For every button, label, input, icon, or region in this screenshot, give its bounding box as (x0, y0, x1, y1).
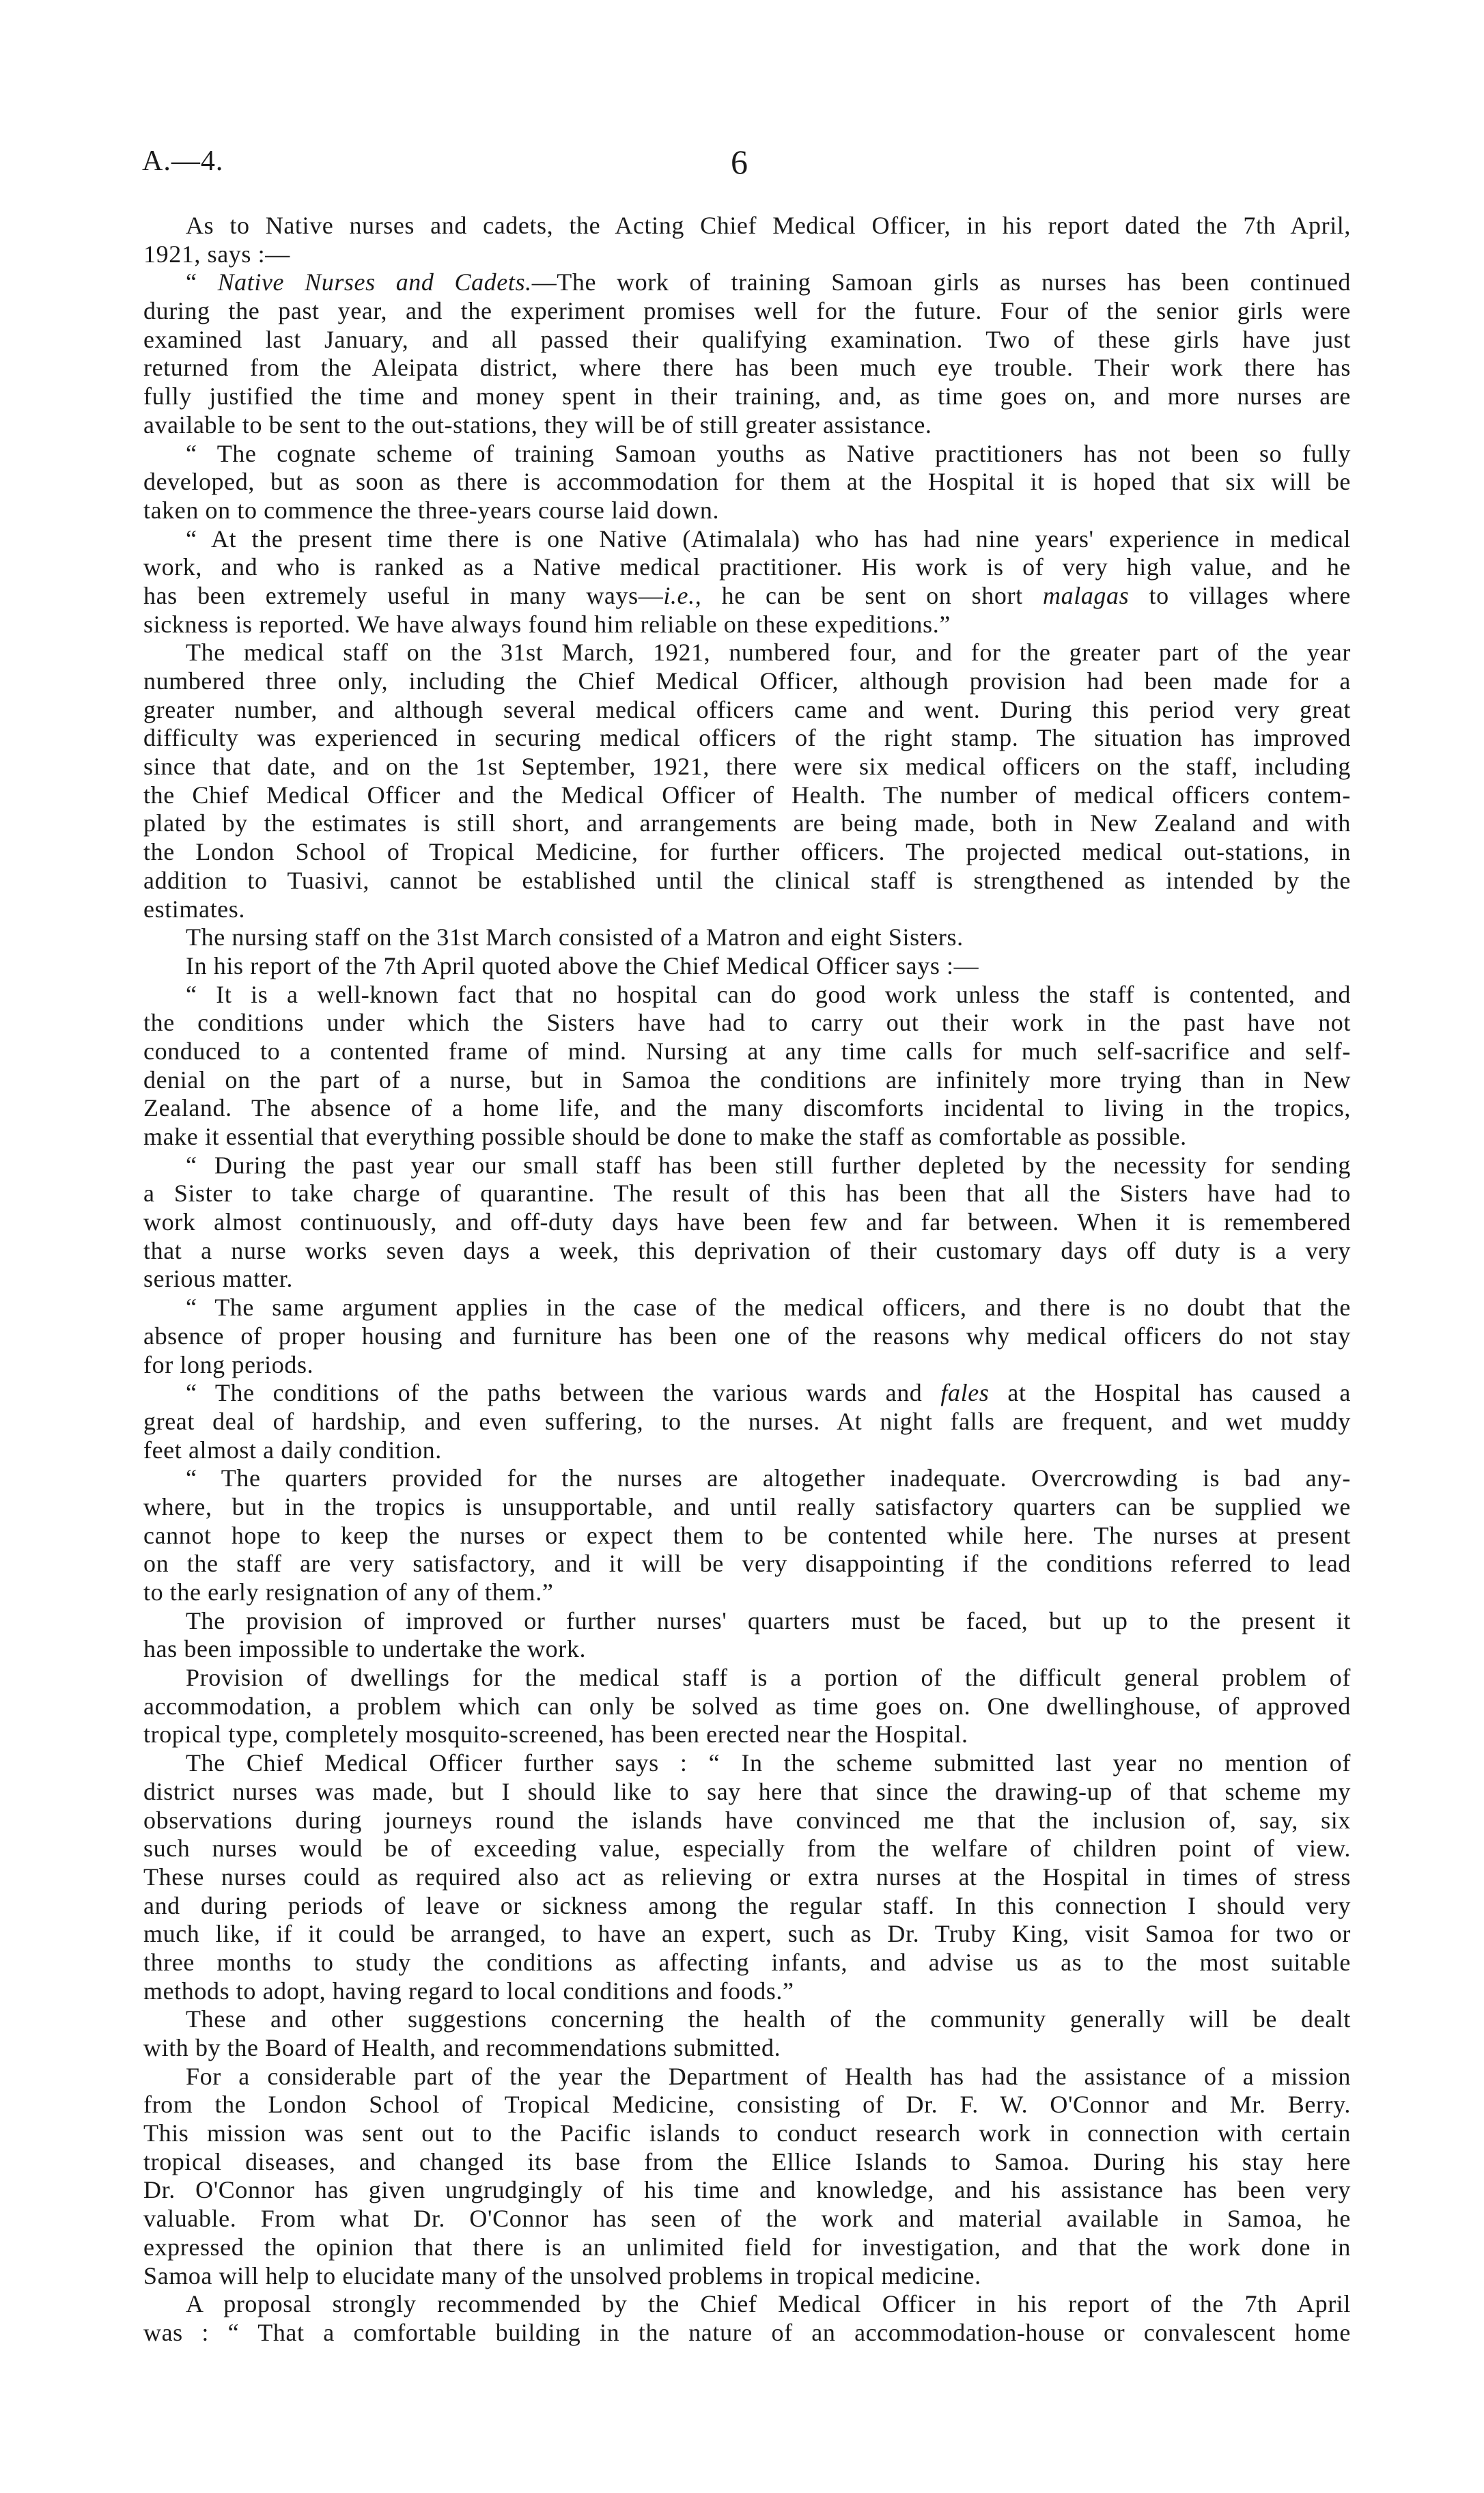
text-line: Provision of dwellings for the medical staff is a portion of the difficult general problem of (186, 1664, 1351, 1692)
text-line: developed, but as soon as there is accommodation for them at the Hospital it is hoped that six will be (143, 468, 1351, 496)
text-line: “ Native Nurses and Cadets.—The work of training Samoan girls as nurses has been continued (186, 268, 1351, 296)
text-line: examined last January, and all passed their qualifying examination. Two of these girls have just (143, 325, 1351, 353)
text-line: As to Native nurses and cadets, the Acting Chief Medical Officer, in his report dated the 7th April, (186, 212, 1351, 239)
paragraph (143, 1464, 1351, 1606)
text-line: The medical staff on the 31st March, 1921, numbered four, and for the greater part of the year (186, 639, 1351, 667)
text-line: “ The same argument applies in the case of the medical officers, and there is no doubt that the (186, 1294, 1351, 1322)
italic-phrase: i.e., (663, 581, 702, 609)
text-line: has been extremely useful in many ways—i.e., he can be sent on short malagas to villages where (143, 581, 1352, 609)
paragraph (143, 981, 1351, 1152)
text-line: available to be sent to the out-stations, they will be of still greater assistance. (143, 410, 932, 438)
text-line: the conditions under which the Sisters have had to carry out their work in the past have not (143, 1009, 1351, 1037)
paragraph (143, 2063, 1351, 2291)
text-line: and during periods of leave or sickness among the regular staff. In this connection I should very (143, 1891, 1351, 1919)
text-line: where, but in the tropics is unsupportable, and until really satisfactory quarters can be supplied we (143, 1492, 1351, 1520)
paragraph (143, 1294, 1351, 1379)
text-line: district nurses was made, but I should like to say here that since the drawing-up of that scheme my (143, 1777, 1351, 1805)
text-line: estimates. (143, 895, 245, 923)
paragraph (143, 952, 1351, 981)
italic-phrase: Native Nurses and Cadets. (217, 268, 532, 296)
paragraph (143, 268, 1351, 439)
text-line: cannot hope to keep the nurses or expect them to be contented while here. The nurses at present (143, 1521, 1351, 1549)
text-line: A proposal strongly recommended by the Chief Medical Officer in his report of the 7th April (186, 2290, 1351, 2318)
text-line: Zealand. The absence of a home life, and the many discomforts incidental to living in the tropics, (143, 1094, 1351, 1122)
paragraph (143, 1664, 1351, 1749)
paragraph (143, 2005, 1351, 2062)
text-line: work, and who is ranked as a Native medical practitioner. His work is of very high value, and he (143, 553, 1351, 581)
text-line: fully justified the time and money spent in their training, and, as time goes on, and more nurses are (143, 382, 1351, 410)
text-line: numbered three only, including the Chief Medical Officer, although provision had been made for a (143, 667, 1351, 695)
text-line: These nurses could as required also act as relieving or extra nurses at the Hospital in times of stress (143, 1863, 1351, 1891)
text-line: These and other suggestions concerning the health of the community generally will be dealt (186, 2005, 1351, 2033)
body-text (143, 212, 1351, 2348)
text-line: 1921, says :— (143, 240, 290, 268)
text-line: observations during journeys round the islands have convinced me that the inclusion of, say, six (143, 1806, 1351, 1834)
text-line: This mission was sent out to the Pacific islands to conduct research work in connection with certain (143, 2119, 1351, 2147)
paragraph (143, 1607, 1351, 1664)
text-line: work almost continuously, and off-duty days have been few and far between. When it is remembered (143, 1208, 1351, 1236)
text-line: three months to study the conditions as affecting infants, and advise us as to the most suitable (143, 1948, 1351, 1976)
text-line: has been impossible to undertake the work. (143, 1635, 587, 1663)
text-line: tropical diseases, and changed its base from the Ellice Islands to Samoa. During his stay here (143, 2147, 1351, 2175)
text-line: absence of proper housing and furniture has been one of the reasons why medical officers do not stay (143, 1322, 1351, 1350)
text-line: was : “ That a comfortable building in the nature of an accommodation-house or convalescent home (143, 2318, 1351, 2346)
text-line: make it essential that everything possible should be done to make the staff as comfortable as possible. (143, 1123, 1187, 1150)
page-number: 6 (731, 143, 748, 181)
text-line: “ The quarters provided for the nurses are altogether inadequate. Overcrowding is bad any- (186, 1464, 1351, 1492)
text-line: a Sister to take charge of quarantine. The result of this has been that all the Sisters have had to (143, 1180, 1351, 1208)
paragraph (143, 525, 1351, 639)
text-line: The nursing staff on the 31st March consisted of a Matron and eight Sisters. (186, 923, 964, 951)
italic-phrase: malagas (1043, 581, 1130, 609)
text-line: greater number, and although several medical officers came and went. During this period very great (143, 695, 1351, 723)
paragraph (143, 639, 1351, 923)
text-line: sickness is reported. We have always found him reliable on these expeditions.” (143, 610, 951, 638)
text-line: with by the Board of Health, and recommendations submitted. (143, 2034, 781, 2061)
document-reference: A.—4. (142, 145, 224, 177)
text-line: addition to Tuasivi, cannot be established until the clinical staff is strengthened as intended by the (143, 866, 1351, 894)
paragraph (143, 2290, 1351, 2347)
text-line: expressed the opinion that there is an unlimited field for investigation, and that the work done in (143, 2233, 1351, 2261)
paragraph (143, 1152, 1351, 1294)
text-line: the Chief Medical Officer and the Medical Officer of Health. The number of medical officers contem- (143, 781, 1351, 809)
text-line: serious matter. (143, 1265, 293, 1293)
text-line: tropical type, completely mosquito-screened, has been erected near the Hospital. (143, 1721, 968, 1749)
text-line: much like, if it could be arranged, to have an expert, such as Dr. Truby King, visit Samoa for two or (143, 1920, 1351, 1948)
text-line: for long periods. (143, 1350, 314, 1378)
text-line: The Chief Medical Officer further says : “ In the scheme submitted last year no mention of (186, 1749, 1351, 1777)
text-line: to the early resignation of any of them.” (143, 1578, 554, 1606)
italic-phrase: fales (940, 1379, 990, 1407)
text-line: “ During the past year our small staff has been still further depleted by the necessity for sending (186, 1151, 1351, 1179)
text-line: from the London School of Tropical Medicine, consisting of Dr. F. W. O'Connor and Mr. Berry. (143, 2091, 1351, 2119)
text-line: “ The conditions of the paths between the various wards and fales at the Hospital has caused a (186, 1379, 1351, 1407)
text-line: Samoa will help to elucidate many of the unsolved problems in tropical medicine. (143, 2261, 981, 2289)
text-line: accommodation, a problem which can only be solved as time goes on. One dwellinghouse, of approved (143, 1692, 1351, 1720)
text-line: methods to adopt, having regard to local conditions and foods.” (143, 1977, 794, 2005)
text-line: “ The cognate scheme of training Samoan youths as Native practitioners has not been so fully (186, 439, 1351, 467)
paragraph (143, 1749, 1351, 2005)
text-line: during the past year, and the experiment promises well for the future. Four of the senior girls were (143, 297, 1351, 325)
text-line: conduced to a contented frame of mind. Nursing at any time calls for much self-sacrifice and self- (143, 1037, 1351, 1065)
text-line: great deal of hardship, and even suffering, to the nurses. At night falls are frequent, and wet muddy (143, 1407, 1351, 1435)
text-line: since that date, and on the 1st September, 1921, there were six medical officers on the staff, including (143, 753, 1351, 781)
text-line: For a considerable part of the year the Department of Health has had the assistance of a mission (186, 2062, 1351, 2090)
text-line: that a nurse works seven days a week, this deprivation of their customary days off duty is a very (143, 1236, 1351, 1264)
text-line: difficulty was experienced in securing medical officers of the right stamp. The situation has improved (143, 724, 1351, 752)
text-line: on the staff are very satisfactory, and it will be very disappointing if the conditions referred to lead (143, 1550, 1351, 1578)
paragraph (143, 212, 1351, 268)
text-line: such nurses would be of exceeding value, especially from the welfare of children point of view. (143, 1835, 1351, 1863)
text-line: plated by the estimates is still short, and arrangements are being made, both in New Zealand and with (143, 809, 1351, 837)
text-line: “ It is a well-known fact that no hospital can do good work unless the staff is contented, and (186, 980, 1351, 1008)
text-line: valuable. From what Dr. O'Connor has seen of the work and material available in Samoa, he (143, 2205, 1351, 2233)
text-line: feet almost a daily condition. (143, 1436, 442, 1464)
text-line: denial on the part of a nurse, but in Samoa the conditions are infinitely more trying than in New (143, 1066, 1351, 1094)
text-line: the London School of Tropical Medicine, for further officers. The projected medical out-stations, in (143, 838, 1351, 866)
text-line: returned from the Aleipata district, where there has been much eye trouble. Their work there has (143, 354, 1351, 382)
text-line: Dr. O'Connor has given ungrudgingly of his time and knowledge, and his assistance has been very (143, 2176, 1351, 2204)
text-line: “ At the present time there is one Native (Atimalala) who has had nine years' experience in medical (186, 525, 1351, 553)
text-line: taken on to commence the three-years course laid down. (143, 496, 720, 524)
paragraph (143, 1379, 1351, 1464)
text-line: The provision of improved or further nurses' quarters must be faced, but up to the present it (186, 1606, 1351, 1634)
text-line: In his report of the 7th April quoted above the Chief Medical Officer says :— (186, 951, 979, 979)
paragraph (143, 440, 1351, 525)
paragraph (143, 923, 1351, 952)
